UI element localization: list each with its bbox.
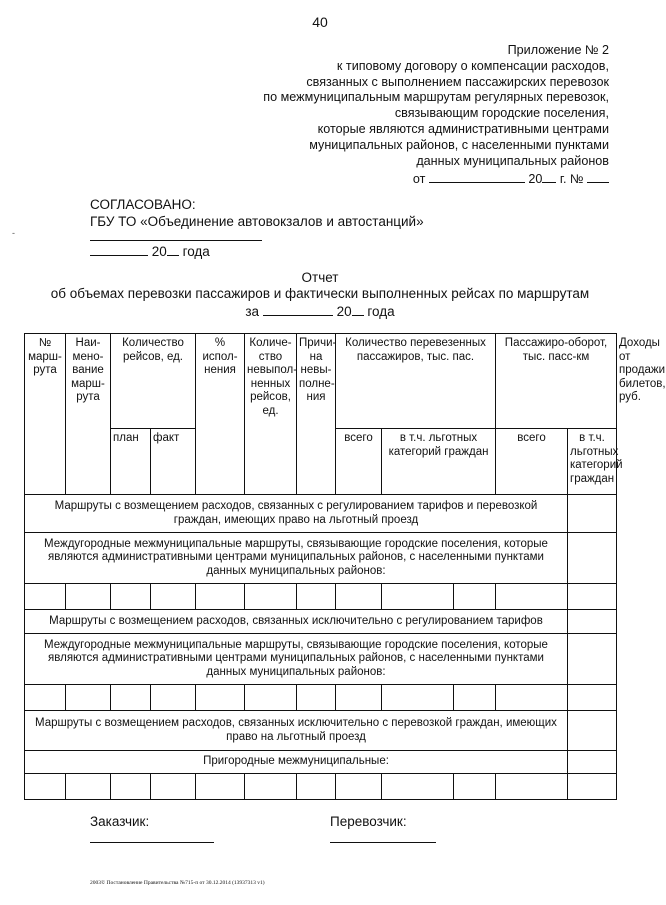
approval-organization: ГБУ ТО «Объединение автовокзалов и автостанций» — [90, 214, 424, 229]
table-cell — [25, 685, 66, 711]
header-passengers: Количество перевезенных пассажиров, тыс. пас. — [336, 334, 496, 429]
report-table — [24, 333, 666, 800]
report-year-label: 20 — [336, 304, 352, 319]
table-cell — [297, 584, 336, 610]
table-cell — [151, 685, 196, 711]
appendix-line: по межмуниципальным маршрутам регулярных перевозок, — [263, 90, 609, 105]
table-cell — [568, 751, 617, 774]
report-for-label: за — [245, 304, 260, 319]
section-row — [25, 495, 617, 533]
table-row — [25, 685, 617, 711]
header-reasons: Причи-на невы-полне-ния — [297, 334, 336, 495]
table-cell — [196, 584, 245, 610]
report-period-line — [0, 302, 640, 320]
year-blank — [542, 169, 556, 183]
header-trips: Количество рейсов, ед. — [111, 334, 196, 429]
subheader-plan: план — [111, 429, 151, 495]
appendix-line: к типовому договору о компенсации расходов, — [336, 58, 609, 73]
table-row — [25, 773, 617, 799]
table-cell — [297, 773, 336, 799]
approval-year-label: 20 — [151, 244, 167, 259]
approval-date-line — [90, 242, 210, 259]
table-cell — [496, 685, 568, 711]
table-cell — [568, 495, 617, 533]
table-cell — [568, 584, 617, 610]
section-title: Маршруты с возмещением расходов, связанных исключительно с перевозкой граждан, имеющих право на льготный проезд — [25, 711, 568, 751]
carrier-label: Перевозчик: — [330, 814, 407, 829]
appendix-from-label: от — [412, 172, 426, 187]
table-cell — [568, 533, 617, 584]
appendix-line: Приложение № 2 — [507, 43, 609, 57]
date-blank — [429, 169, 525, 183]
subheader-total-turnover: всего — [496, 429, 568, 495]
appendix-date-line — [189, 169, 609, 188]
approval-year-suffix: года — [182, 244, 210, 259]
appendix-header — [189, 43, 609, 188]
table-header-row: № марш-рута Наи-мено-вание марш-рута Количество рейсов, ед. % испол-нения Количе-ство невыпол-ненных рейсов, ед. Причи-на невы-полне-ния Количество перевезенных пассажиров, тыс. пас. Пассажиро-оборот, тыс. пасс-км Доходы от продажи билетов, руб. — [25, 334, 617, 429]
table-cell — [454, 685, 496, 711]
table-cell — [454, 773, 496, 799]
header-percent: % испол-нения — [196, 334, 245, 495]
table-cell — [496, 773, 568, 799]
subheader-incl-turnover: в т.ч. льготных категорий граждан — [568, 429, 617, 495]
table-cell — [382, 773, 454, 799]
section-title: Маршруты с возмещением расходов, связанных с регулированием тарифов и перевозкой граждан, имеющих право на льготный проезд — [25, 495, 568, 533]
number-blank — [587, 169, 609, 183]
year-blank — [167, 242, 179, 256]
report-title-subtitle: об объемах перевозки пассажиров и фактически выполненных рейсах по маршрутам — [50, 286, 590, 301]
table-cell — [568, 610, 617, 634]
table-cell — [382, 584, 454, 610]
year-blank — [352, 302, 364, 316]
customer-signature-line — [90, 842, 214, 843]
table-cell — [111, 584, 151, 610]
table-cell — [66, 773, 111, 799]
appendix-line: муниципальных районов, с населенными пунктами — [309, 137, 609, 152]
section-subtitle: Пригородные межмуниципальные: — [25, 751, 568, 774]
header-route-no: № марш-рута — [25, 334, 66, 495]
table-cell — [111, 773, 151, 799]
subheader-incl-passengers: в т.ч. льготных категорий граждан — [382, 429, 496, 495]
appendix-year-label: 20 — [528, 172, 543, 187]
section-subtitle: Междугородные межмуниципальные маршруты, связывающие городские поселения, которые являются административными центрами муниципальных районов, с населенными пунктами данных муниципальных районов: — [25, 634, 568, 685]
section-row — [25, 751, 617, 774]
table-cell — [454, 584, 496, 610]
report-title — [0, 270, 640, 320]
approval-title: СОГЛАСОВАНО: — [90, 197, 196, 212]
section-subtitle: Междугородные межмуниципальные маршруты, связывающие городские поселения, которые являются административными центрами муниципальных районов, с населенными пунктами данных муниципальных районов: — [25, 533, 568, 584]
section-title: Маршруты с возмещением расходов, связанных исключительно с регулированием тарифов — [25, 610, 568, 634]
table-cell — [568, 685, 617, 711]
table-cell — [382, 685, 454, 711]
table-cell — [568, 634, 617, 685]
section-row — [25, 634, 617, 685]
subheader-total-passengers: всего — [336, 429, 382, 495]
header-route-name: Наи-мено-вание марш-рута — [66, 334, 111, 495]
table-cell — [196, 773, 245, 799]
section-row — [25, 711, 617, 751]
table-row — [25, 584, 617, 610]
table-cell — [297, 685, 336, 711]
page-number: 40 — [312, 14, 328, 30]
carrier-signature-line — [330, 842, 436, 843]
table-cell — [151, 773, 196, 799]
table-cell — [336, 685, 382, 711]
table-cell — [196, 685, 245, 711]
table-cell — [66, 584, 111, 610]
day-blank — [90, 242, 148, 256]
table-cell — [151, 584, 196, 610]
report-title-main: Отчет — [301, 270, 339, 285]
appendix-line: связывающим городские поселения, — [394, 106, 609, 121]
table-cell — [336, 773, 382, 799]
header-not-done: Количе-ство невыпол-ненных рейсов, ед. — [245, 334, 297, 495]
appendix-line: данных муниципальных районов — [416, 153, 609, 168]
subheader-fact: факт — [151, 429, 196, 495]
table-cell — [25, 584, 66, 610]
period-blank — [263, 302, 333, 316]
document-footnote: 2003© Постановление Правительства №715-п от 30.12.2014 (13937313 v1) — [90, 880, 265, 886]
approval-block — [90, 196, 424, 230]
table-cell — [336, 584, 382, 610]
table-cell — [25, 773, 66, 799]
appendix-line: связанных с выполнением пассажирских перевозок — [306, 74, 609, 89]
section-row — [25, 533, 617, 584]
appendix-line: которые являются административными центрами — [317, 121, 609, 136]
section-row — [25, 610, 617, 634]
appendix-year-suffix: г. № — [559, 172, 584, 187]
header-turnover: Пассажиро-оборот, тыс. пасс-км — [496, 334, 617, 429]
table-cell — [66, 685, 111, 711]
approval-signature-line — [90, 240, 262, 241]
table-cell — [245, 685, 297, 711]
table-cell — [568, 773, 617, 799]
table-cell — [496, 584, 568, 610]
table-cell — [245, 584, 297, 610]
table-cell — [111, 685, 151, 711]
table-cell — [568, 711, 617, 751]
table-cell — [245, 773, 297, 799]
scan-mark: - — [12, 228, 15, 238]
report-year-suffix: года — [367, 304, 395, 319]
customer-label: Заказчик: — [90, 814, 150, 829]
